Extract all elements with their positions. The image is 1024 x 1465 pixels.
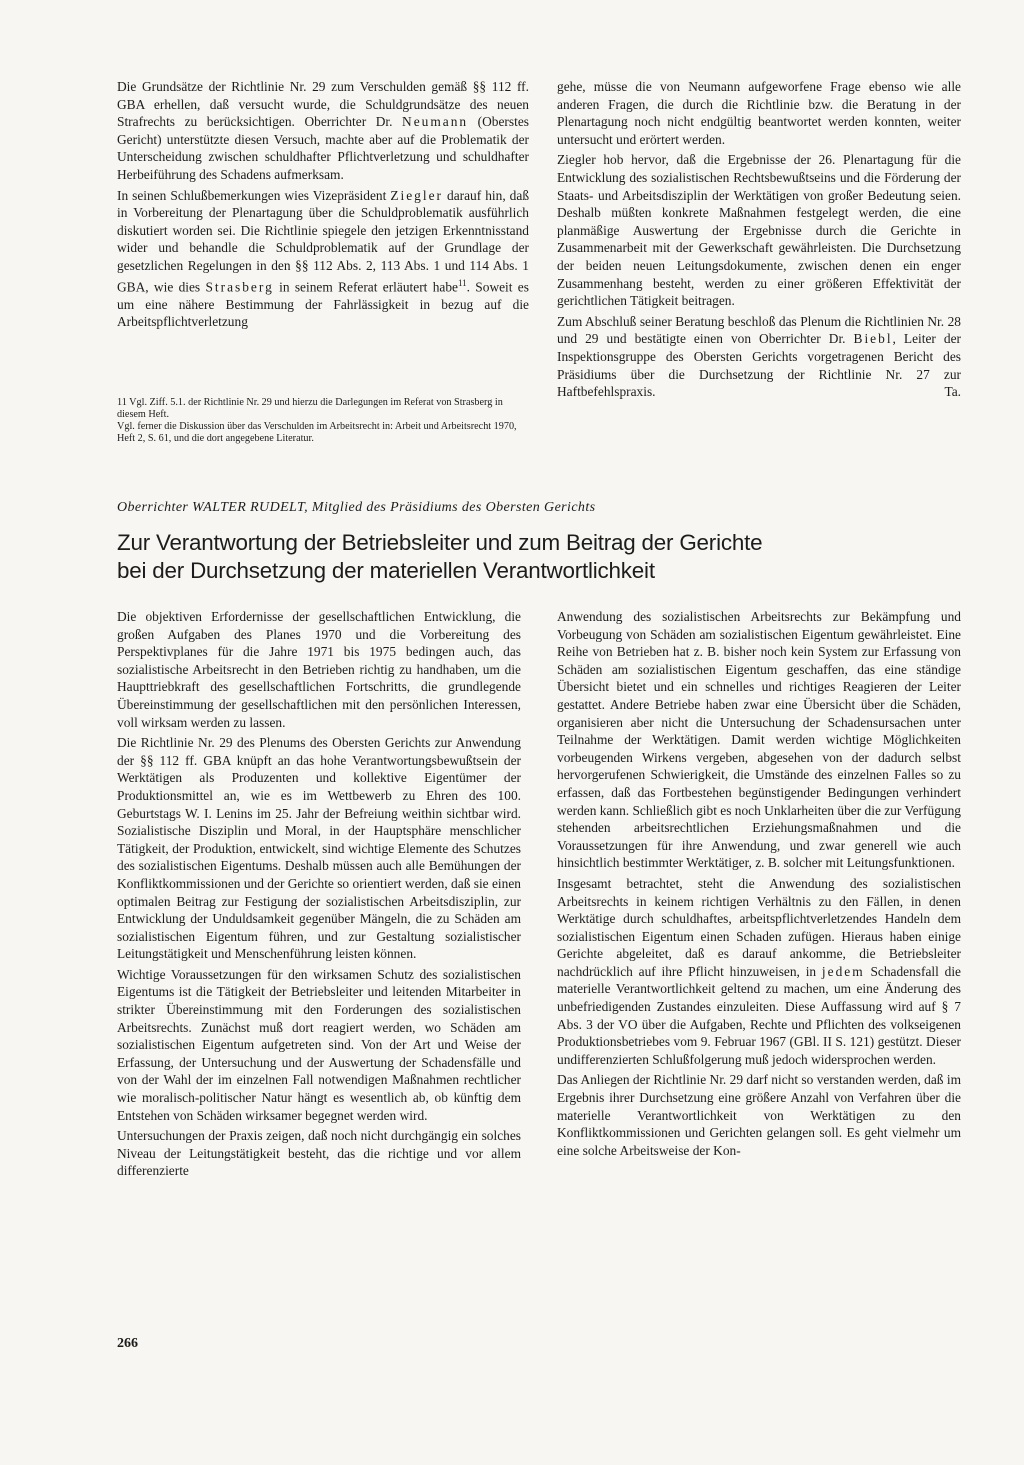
article-right-column	[557, 608, 961, 1162]
person-name-neumann: Neumann	[402, 114, 469, 130]
footnotes	[117, 397, 529, 445]
headline-line-1: Zur Verantwortung der Betriebsleiter und zum Beitrag der Gerichte	[117, 530, 763, 555]
article-right-paragraph-1: Anwendung des sozialistischen Arbeitsrechts zur Bekämpfung und Vorbeugung von Schäden am sozialistischen Eigentum gewährleistet. Eine Reihe von Betrieben hat z. B. bisher noch kein System zur Erfassung von Schäden am sozialistischen Eigentum geschaffen, das eine ständige Übersicht bietet und ein schnelles und richtiges Reagieren der Leiter gestattet. Andere Betriebe haben zwar eine Übersicht über die Schäden, organisieren aber nicht die Untersuchung der Schadensursachen unter Teilnahme der Werktätigen. Damit werden wichtige Möglichkeiten vorbeugenden Wirkens vergeben, abgesehen von der dadurch selbst hervorgerufenen Schwierigkeit, die Umstände des einzelnen Falles so zu erfassen, daß das Fortbestehen begünstigender Bedingungen verhindert werden kann. Schließlich gibt es noch Unklarheiten über die zur Verfügung stehenden arbeitsrechtlichen Erziehungsmaßnahmen und die Voraussetzungen für ihre Anwendung, und zwar generell wie auch hinsichtlich bestimmter Werktätiger, z. B. solcher mit Leitungsfunktionen.	[557, 609, 961, 871]
top-right-column	[557, 78, 961, 404]
top-left-paragraph-1	[117, 78, 529, 184]
top-right-paragraph-3	[557, 313, 961, 401]
article-left-column	[117, 608, 521, 1183]
footnote-11: 11 Vgl. Ziff. 5.1. der Richtlinie Nr. 29 und hierzu die Darlegungen im Referat von Strasberg in diesem Heft.	[117, 397, 503, 420]
text-run: Insgesamt betrachtet, steht die Anwendung des sozialistischen Arbeitsrechts in keinem richtigen Verhältnis zu den Fällen, in denen Werktätige durch schuldhaftes, arbeitspflichtverletzendes Handeln dem sozialistischen Eigentum einen Schaden zufügen. Hieraus haben einige Gerichte abgeleitet, daß es darauf ankomme, die Betriebsleiter nachdrücklich auf ihre Pflicht hinzuweisen, in	[557, 875, 961, 979]
headline-line-2: bei der Durchsetzung der materiellen Verantwortlichkeit	[117, 558, 655, 583]
person-name-biebl: Biebl	[853, 331, 893, 347]
text-run: (Oberstes Gericht) unterstützte diesen Versuch, machte aber auf die Problematik der Unterscheidung zwischen schuldhafter Pflichtverletzung und schuldhafter Herbeiführung des Schadens aufmerksam.	[117, 114, 529, 182]
top-left-paragraph-2	[117, 187, 529, 331]
article-left-paragraph-3: Wichtige Voraussetzungen für den wirksamen Schutz des sozialistischen Eigentums ist die Tätigkeit der Betriebsleiter und leitenden Mitarbeiter in strikter Übereinstimmung mit den Forderungen des sozialistischen Arbeitsrechts. Zunächst muß dort reagiert werden, wo Schäden am sozialistischen Eigentum aufgetreten sind. Von der Art und Weise der Erfassung, der Untersuchung und der Auswertung der Schadensfälle und von der Wahl der im einzelnen Fall notwendigen Maßnahmen rechtlicher wie moralisch-politischer Natur hängt es wesentlich ab, ob künftig dem Entstehen von Schäden wirksamer begegnet werden wird.	[117, 966, 521, 1123]
article-left-paragraph-2: Die Richtlinie Nr. 29 des Plenums des Obersten Gerichts zur Anwendung der §§ 112 ff. GBA knüpft an das hohe Verantwortungsbewußtsein der Werktätigen als Produzenten und kollektive Eigentümer der Produktionsmittel an, wie es im Wettbewerb zu Ehren des 100. Geburtstags W. I. Lenins im 25. Jahr der Befreiung weithin sichtbar wird. Sozialistische Disziplin und Moral, in der Hauptsphäre menschlicher Tätigkeit, der Produktion, entwickelt, sind wichtige Elemente des Schutzes des sozialistischen Eigentums. Deshalb müssen auch alle Bemühungen der Konfliktkommissionen und der Gerichte so orientiert werden, daß sie einen optimalen Beitrag zur Festigung der sozialistischen Arbeitsdisziplin, zur Entwicklung der Unduldsamkeit gegenüber Mängeln, die zu Schäden am sozialistischen Eigentum führen, und zur Gestaltung sozialistischer Leitungstätigkeit und Menschenführung leisten können.	[117, 735, 521, 962]
page-number: 266	[117, 1336, 138, 1351]
text-run: Die Grundsätze der Richtlinie Nr. 29 zum Verschulden gemäß §§ 112 ff. GBA erhellen, daß versucht wurde, die Schuldgrundsätze des neuen Strafrechts zu berücksichtigen. Oberrichter Dr.	[117, 79, 529, 130]
text-run: . Soweit es um eine nähere Bestimmung der Fahrlässigkeit in bezug auf die Arbeitspflichtverletzung	[117, 279, 529, 330]
text-run: Schadensfall die materielle Verantwortlichkeit geltend zu machen, um eine Änderung des unbefriedigenden Zustandes einzuleiten. Diese Auffassung wird auf § 7 Abs. 3 der VO über die Aufgaben, Rechte und Pflichten des volkseigenen Produktionsbetriebes vom 9. Februar 1967 (GBl. II S. 121) gestützt. Dieser undifferenzierten Schlußfolgerung muß jedoch widersprochen werden.	[557, 963, 962, 1067]
text-run: In seinen Schlußbemerkungen wies Vizepräsident	[117, 187, 387, 203]
article-byline: Oberrichter WALTER RUDELT, Mitglied des Präsidiums des Obersten Gerichts	[117, 500, 596, 515]
article-right-paragraph-2	[557, 875, 961, 1069]
text-run: in seinem Referat erläutert habe	[279, 279, 458, 294]
article-headline	[117, 529, 917, 585]
article-right-paragraph-3: Das Anliegen der Richtlinie Nr. 29 darf nicht so verstanden werden, daß im Ergebnis ihrer Durchsetzung eine größere Anzahl von Verfahren über die materielle Verantwortlichkeit von Werktätigen zu den Konfliktkommissionen und Gerichten gelangen soll. Es geht vielmehr um eine solche Arbeitsweise der Kon-	[557, 1072, 961, 1158]
top-right-paragraph-1: gehe, müsse die von Neumann aufgeworfene Frage ebenso wie alle anderen Fragen, die durch die Richtlinie bzw. die Beratung in der Plenartagung noch nicht endgültig beantwortet werden konnten, weiter untersucht und erörtert werden.	[557, 79, 961, 147]
person-name-strasberg: Strasberg	[205, 279, 274, 294]
top-left-column	[117, 78, 529, 334]
signature: Ta.	[944, 384, 961, 400]
footnote-marker: 11	[457, 277, 467, 288]
top-right-paragraph-2: Ziegler hob hervor, daß die Ergebnisse der 26. Plenartagung für die Entwicklung des sozialistischen Rechtsbewußtseins und die Förderung der Staats- und Arbeitsdisziplin der Werktätigen von großer Bedeutung seien. Deshalb müßten konkrete Maßnahmen festgelegt werden, die eine planmäßige Auswertung der Ergebnisse durch die Gerichte in Zusammenarbeit mit der Gewerkschaft gewährleisten. Die Durchsetzung der beiden neuen Leitungsdokumente, zwischen denen ein enger Zusammenhang besteht, werden zu einer größeren Effektivität der gerichtlichen Tätigkeit beitragen.	[557, 152, 961, 309]
emphasis-jedem: jedem	[821, 963, 865, 979]
text-run: , Leiter der Inspektionsgruppe des Obersten Gerichts vorgetragenen Bericht des Präsidiums über die Durchsetzung der Richtlinie Nr. 27 zur Haftbefehlspraxis.	[557, 331, 961, 400]
footnote-11-continued: Vgl. ferner die Diskussion über das Verschulden im Arbeitsrecht in: Arbeit und Arbeitsrecht 1970, Heft 2, S. 61, und die dort angegebene Literatur.	[117, 421, 517, 444]
article-left-paragraph-4: Untersuchungen der Praxis zeigen, daß noch nicht durchgängig ein solches Niveau der Leitungstätigkeit besteht, das die richtige und vor allem differenzierte	[117, 1128, 521, 1179]
article-left-paragraph-1: Die objektiven Erfordernisse der gesellschaftlichen Entwicklung, die großen Aufgaben des Planes 1970 und die Vorbereitung des Perspektivplanes für die Jahre 1971 bis 1975 bedingen auch, das sozialistische Arbeitsrecht in den Betrieben richtig zu handhaben, um die Haupttriebkraft des gesellschaftlichen Fortschritts, die grundlegende Übereinstimmung der gesellschaftlichen mit den persönlichen Interessen, voll wirksam werden zu lassen.	[117, 609, 521, 730]
text-run: darauf hin, daß in Vorbereitung der Plenartagung über die Schuldproblematik ausführlich diskutiert worden sei. Die Richtlinie spiegele den jetzigen Erkenntnisstand wider und behandle die Schuldproblematik auf der Grundlage der gesetzlichen Regelungen in den §§ 112 Abs. 2, 113 Abs. 1 und 114 Abs. 1 GBA, wie dies	[117, 187, 530, 294]
text-run: Zum Abschluß seiner Beratung beschloß das Plenum die Richtlinien Nr. 28 und 29 und bestätigte einen von Oberrichter Dr.	[557, 313, 961, 347]
person-name-ziegler: Ziegler	[390, 187, 443, 203]
